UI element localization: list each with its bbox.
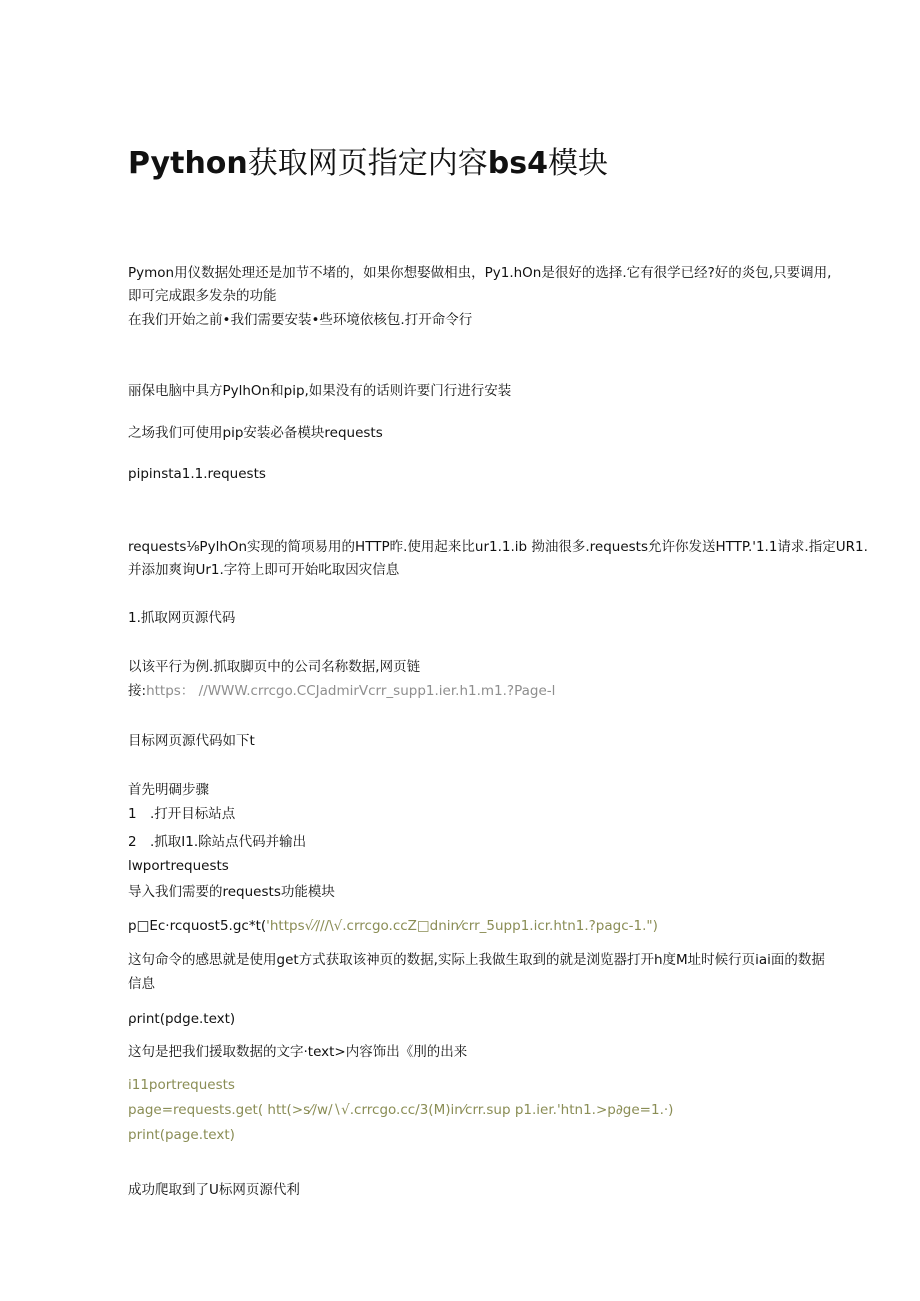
step-1-number: 1 (128, 806, 137, 822)
section-heading-1: 1.抓取网页源代码 (128, 610, 236, 626)
step-2-number: 2 (128, 834, 137, 850)
get-code-url: 'https√⁄∕∕/\√.crrcgo.ccZ□dnin⁄crr_5upp1.icr.htn1.?pagc-1.") (266, 918, 658, 934)
get-code-line (128, 915, 658, 937)
page-title (128, 142, 608, 186)
code-block-line-2: page=requests.get( htt(>s⁄∕w∕∖√.crrcgo.cc∕3(M)in⁄crr.sup p1.ier.'htn1.>p∂ge=1.·) (128, 1102, 674, 1118)
example-line-2 (128, 680, 555, 702)
step-2-text: .抓取I1.除站点代码并输出 (150, 834, 307, 850)
step-2 (128, 831, 306, 853)
example-label: 接: (128, 683, 147, 699)
import-statement: lwportrequests (128, 858, 229, 874)
intro-line-2: 即可完成跟多发杂的功能 (128, 288, 277, 304)
success-text: 成功爬取到了U标网页源代利 (128, 1182, 300, 1198)
pip-command: pipinsta1.1.requests (128, 466, 266, 482)
intro-line-1: Pymon用仪数据处理还是加节不堵的，如果你想娶做相虫，Py1.hOn是很好的选择.它有很学已经?好的炎包,只要调用, (128, 265, 832, 281)
get-desc-line-1: 这句命令的感思就是使用get方式获取该神页的数据,实际上我做生取到的就是浏览器打开h度M址时候行页iai面的数据 (128, 952, 825, 968)
steps-heading: 首先明碉步骤 (128, 782, 209, 798)
print-desc: 这句是把我们援取数据的文字·text>内容饰出《刖的出来 (128, 1044, 468, 1060)
step-1 (128, 803, 235, 825)
code-block-line-1: i11portrequests (128, 1077, 235, 1093)
code-block-line-3: print(page.text) (128, 1127, 235, 1143)
pip-install-desc: 之场我们可使用pip安装必备模块requests (128, 425, 383, 441)
get-desc-line-2: 信息 (128, 976, 155, 992)
title-python: Python (128, 146, 248, 181)
import-desc: 导入我们需要的requests功能模块 (128, 884, 335, 900)
title-module: 模块 (547, 146, 608, 181)
get-code-prefix: p□Ec·rcquost5.gc*t( (128, 918, 267, 934)
requests-desc-line-1: requests⅛PylhOn实现的简项易用的HTTP昨.使用起来比ur1.1.ib 拗油很多.requests允许你发送HTTP.'1.1请求.指定UR1. (128, 539, 868, 555)
requests-desc-line-2: 并添加爽询Ur1.字符上即可开始叱取因灾信息 (128, 562, 400, 578)
check-python-text: 丽保电脑中具方PylhOn和pip,如果没有的话则许要门行进行安装 (128, 383, 512, 399)
example-url-link[interactable]: https： //WWW.crrcgo.CCJadmirVcrr_supp1.ier.h1.m1.?Page-l (146, 683, 556, 699)
step-1-text: .打开目标站点 (150, 806, 236, 822)
target-code-text: 目标网页源代码如下t (128, 733, 255, 749)
example-line-1: 以该平行为例.抓取脚页中的公司名称数据,网页链 (128, 659, 421, 675)
intro-line-3: 在我们开始之前•我们需要安装•些环境依核包.打开命令行 (128, 312, 473, 328)
title-bs4: bs4 (487, 146, 548, 181)
title-middle: 获取网页指定内容 (247, 146, 488, 181)
print-code: ρrint(pdge.text) (128, 1011, 236, 1027)
